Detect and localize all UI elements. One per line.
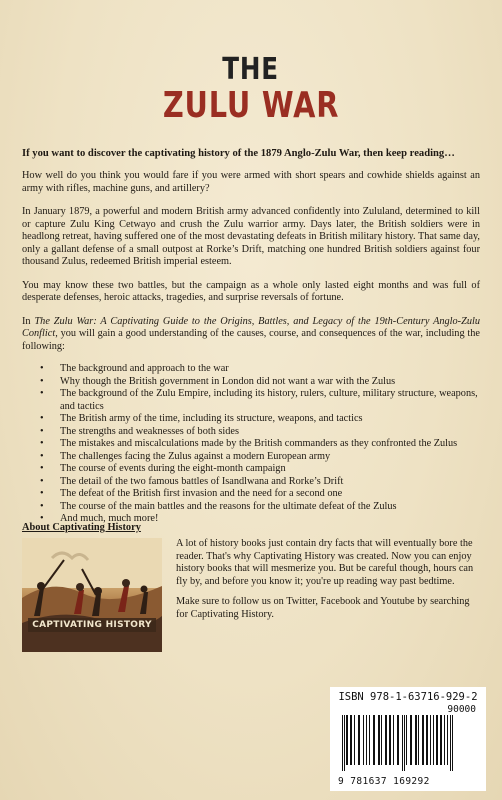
list-item: • The course of the main battles and the reasons for the ultimate defeat of the Zulus	[60, 501, 480, 514]
about-paragraph-1: A lot of history books just contain dry facts that will eventually bore the reader. That's why Captivating History was created. Now you can enjoy history books that will mesmerize you. But be careful though, hours can fly by, and before you know it; you're up reading way past bedtime.	[176, 538, 474, 587]
barcode-bar	[426, 715, 428, 765]
battle-scene-art	[22, 538, 162, 652]
barcode-bar	[373, 715, 375, 765]
barcode-bar	[378, 715, 380, 765]
list-item: • Why though the British government in London did not want a war with the Zulus	[60, 376, 480, 389]
barcode-bar	[444, 715, 445, 765]
battle-illustration	[22, 538, 162, 652]
price-code: 90000	[447, 704, 476, 715]
barcode-bar	[344, 715, 345, 771]
list-item: • The background of the Zulu Empire, including its history, rulers, culture, military structure, weapons, and tactics	[60, 388, 480, 413]
barcode-bar	[430, 715, 431, 765]
list-item: • The defeat of the British first invasion and the need for a second one	[60, 488, 480, 501]
p4-prefix: In	[22, 315, 35, 327]
list-item: • The background and approach to the war	[60, 363, 480, 376]
barcode-bar	[381, 715, 382, 765]
barcode-bar	[363, 715, 364, 765]
barcode-bar	[440, 715, 442, 765]
barcode-bar	[450, 715, 451, 771]
barcode-bar	[385, 715, 387, 765]
about-section	[22, 522, 482, 630]
barcode-bar	[389, 715, 391, 765]
list-item: • The course of events during the eight-month campaign	[60, 463, 480, 476]
paragraph-3: You may know these two battles, but the campaign as a whole only lasted eight months and was full of desperate defenses, heroic attacks, tragedies, and surprise reversals of fortune.	[22, 279, 480, 303]
barcode-bar	[410, 715, 412, 765]
barcode-bar	[447, 715, 448, 765]
barcode-bar	[393, 715, 394, 765]
barcode-number: 9 781637 169292	[338, 776, 430, 787]
paragraph-1: How well do you think you would fare if you were armed with short spears and cowhide shields against an army with rifles, machine guns, and artillery?	[22, 170, 480, 194]
barcode-bar	[366, 715, 367, 765]
list-item: • The detail of the two famous battles of Isandlwana and Rorke’s Drift	[60, 476, 480, 489]
list-item: • The mistakes and miscalculations made by the British commanders as they confronted the Zulus	[60, 438, 480, 451]
barcode-bar	[404, 715, 405, 771]
intro-line: If you want to discover the captivating history of the 1879 Anglo-Zulu War, then keep reading…	[22, 148, 455, 159]
barcode-bar	[402, 715, 403, 771]
barcode-bar	[452, 715, 453, 771]
list-item: • The challenges facing the Zulus against a modern European army	[60, 451, 480, 464]
feature-list	[22, 363, 480, 526]
list-item: • And much, much more!	[60, 513, 480, 526]
about-text	[176, 538, 482, 630]
list-item: • The British army of the time, including its structure, weapons, and tactics	[60, 413, 480, 426]
barcode-bar	[397, 715, 399, 765]
book-title	[22, 0, 480, 125]
isbn-barcode	[330, 687, 486, 791]
description	[22, 170, 480, 353]
list-item: • The strengths and weaknesses of both sides	[60, 426, 480, 439]
paragraph-2: In January 1879, a powerful and modern British army advanced confidently into Zululand, determined to kill or capture Zulu King Cetwayo and crush the Zulu warrior army. Days later, the British soldiers were in headlong retreat, having suffered one of the most devastating defeats in British military history. That same day, only a gallant defense of a small outpost at Rorke’s Drift, matching one hundred British soldiers against four thousand Zulus, redeemed British imperial esteem.	[22, 206, 480, 267]
isbn-label: ISBN 978-1-63716-929-2	[338, 691, 478, 703]
barcode-bars	[340, 715, 478, 773]
barcode-bar	[350, 715, 352, 765]
barcode-bar	[358, 715, 360, 765]
barcode-bar	[354, 715, 355, 765]
title-the: THE	[222, 52, 280, 87]
barcode-bar	[418, 715, 419, 765]
p4-book-title: The Zulu War: A Captivating Guide to the Origins, Battles, and Legacy of the 19th-Century Anglo-Zulu Conflict	[22, 315, 480, 339]
barcode-bar	[436, 715, 438, 765]
about-paragraph-2: Make sure to follow us on Twitter, Facebook and Youtube by searching for Captivating History.	[176, 596, 470, 620]
barcode-bar	[433, 715, 434, 765]
about-heading: About Captivating History	[22, 522, 141, 533]
barcode-bar	[406, 715, 407, 765]
barcode-bar	[422, 715, 424, 765]
barcode-bar	[369, 715, 370, 765]
barcode-bar	[415, 715, 417, 765]
barcode-bar	[342, 715, 343, 771]
publisher-badge: CAPTIVATING HISTORY	[28, 618, 156, 632]
title-main: ZULU WAR	[162, 85, 340, 126]
barcode-bar	[346, 715, 348, 765]
paragraph-4	[22, 316, 480, 354]
p4-suffix: , you will gain a good understanding of the causes, course, and consequences of the war, including the following:	[22, 328, 480, 352]
